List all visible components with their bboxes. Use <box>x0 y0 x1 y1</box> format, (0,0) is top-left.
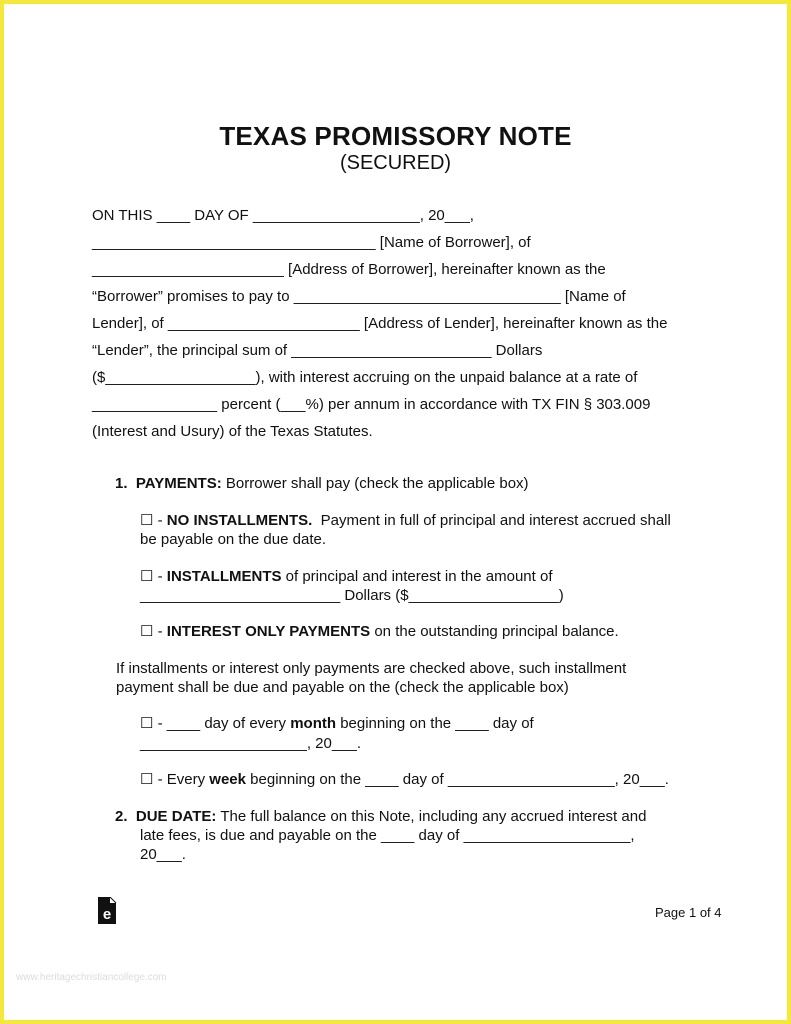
paragraph-line: If installments or interest only payments are checked above, such installment <box>116 660 627 677</box>
option-label: INSTALLMENTS <box>166 568 282 585</box>
intro-line: _______________________ [Address of Borrower], hereinafter known as the <box>92 261 606 278</box>
checkbox-interest-only[interactable]: ☐ - <box>140 623 167 640</box>
section-number: 2. <box>115 808 128 825</box>
option-text-line: ____________________, 20___. <box>140 735 362 752</box>
section-text: The full balance on this Note, including any accrued interest and <box>216 808 647 825</box>
intro-line: (Interest and Usury) of the Texas Statutes. <box>92 423 373 440</box>
intro-line: ($__________________), with interest accruing on the unpaid balance at a rate of <box>92 369 638 386</box>
page-subtitle: (SECURED) <box>339 152 452 174</box>
option-text: beginning on the ____ day of <box>336 715 534 732</box>
section-payments-heading <box>115 475 529 493</box>
svg-text:e: e <box>102 906 112 923</box>
option-text: beginning on the ____ day of ____________________, 20___. <box>246 771 669 788</box>
option-installments <box>140 568 553 586</box>
section-text-line: 20___. <box>140 846 186 863</box>
checkbox-no-installments[interactable]: ☐ - <box>140 512 167 529</box>
option-label: INTEREST ONLY PAYMENTS <box>166 623 371 640</box>
intro-line: “Borrower” promises to pay to ________________________________ [Name of <box>92 288 626 305</box>
option-text: Payment in full of principal and interest accrued shall <box>312 512 671 529</box>
section-due-date-heading <box>115 808 646 826</box>
option-text: on the outstanding principal balance. <box>370 623 619 640</box>
option-label: NO INSTALLMENTS. <box>166 512 313 529</box>
intro-line: “Lender”, the principal sum of ________________________ Dollars <box>92 342 543 359</box>
checkbox-installments[interactable]: ☐ - <box>140 568 167 585</box>
intro-line: __________________________________ [Name of Borrower], of <box>92 234 531 251</box>
eforms-logo-icon <box>97 897 117 924</box>
option-weekly <box>140 771 669 789</box>
section-text-line: late fees, is due and payable on the ____ day of ____________________, <box>140 827 635 844</box>
option-text-line: be payable on the due date. <box>140 531 326 548</box>
option-interest-only <box>140 623 619 641</box>
option-label: month <box>290 715 337 732</box>
option-text-line: ________________________ Dollars ($__________________) <box>140 587 564 604</box>
intro-line: Lender], of _______________________ [Address of Lender], hereinafter known as the <box>92 315 668 332</box>
option-monthly <box>140 715 534 733</box>
page-title: TEXAS PROMISSORY NOTE <box>219 121 572 151</box>
paragraph-line: payment shall be due and payable on the (check the applicable box) <box>116 679 569 696</box>
option-text: of principal and interest in the amount of <box>281 568 553 585</box>
watermark-text: www.heritagechristiancollege.com <box>16 972 167 983</box>
section-heading: PAYMENTS: <box>135 475 222 492</box>
intro-line: _______________ percent (___%) per annum in accordance with TX FIN § 303.009 <box>92 396 651 413</box>
section-number: 1. <box>115 475 128 492</box>
page-number: Page 1 of 4 <box>655 905 722 920</box>
option-no-installments <box>140 512 671 530</box>
checkbox-monthly[interactable]: ☐ - ____ day of every <box>140 715 291 732</box>
checkbox-weekly[interactable]: ☐ - Every <box>140 771 210 788</box>
document-page <box>4 4 787 1020</box>
section-text: Borrower shall pay (check the applicable box) <box>221 475 529 492</box>
option-label: week <box>209 771 246 788</box>
section-heading: DUE DATE: <box>135 808 217 825</box>
intro-line: ON THIS ____ DAY OF ____________________, 20___, <box>92 207 474 224</box>
